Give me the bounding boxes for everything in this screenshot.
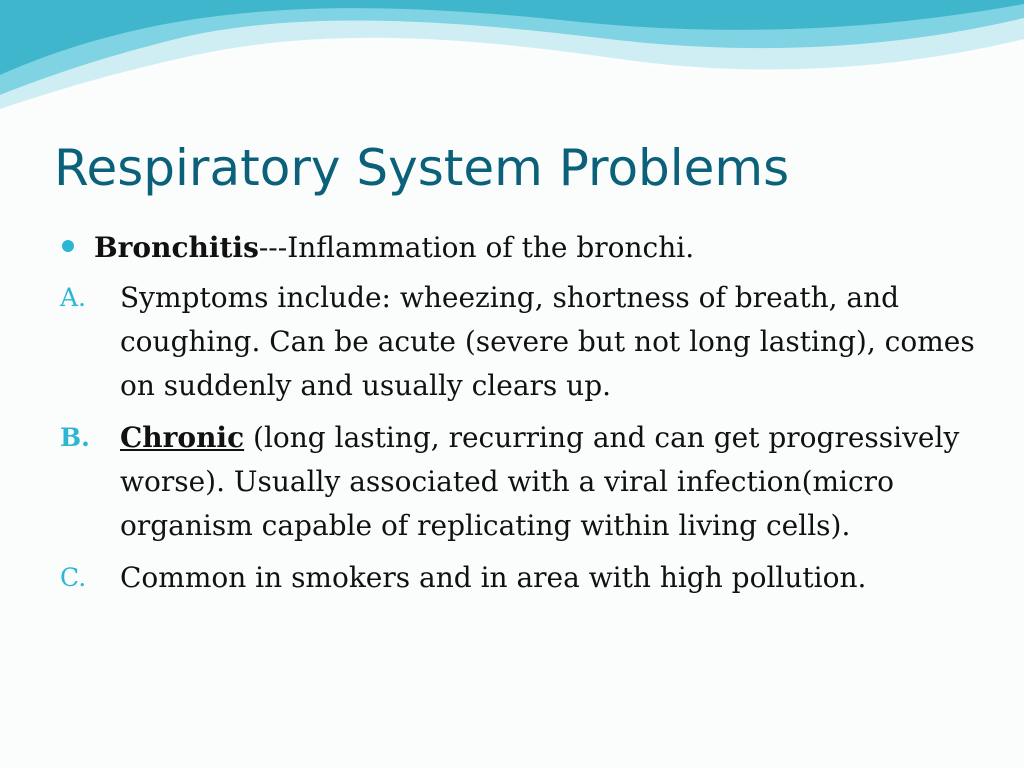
list-item-b [60,416,990,548]
slide-body [60,226,990,608]
list-item-c [60,556,990,600]
list-marker-b: B. [60,423,90,452]
slide-title: Respiratory System Problems [54,139,790,197]
term-chronic: Chronic [120,421,245,454]
term-bronchitis: Bronchitis [94,231,259,264]
list-marker-c: C. [60,563,87,592]
list-item-b-text: (long lasting, recurring and can get progressively worse). Usually associated with a viral infection(micro organism capable of replicating within living cells). [120,421,960,542]
bronchitis-definition: ---Inflammation of the bronchi. [258,231,695,264]
bullet-bronchitis [60,226,990,270]
bullet-dot-icon [62,240,74,252]
list-item-a-text: Symptoms include: wheezing, shortness of breath, and coughing. Can be acute (severe but not long lasting), comes on suddenly and usually clears up. [120,281,975,402]
list-marker-a: A. [60,283,87,312]
list-item-c-text: Common in smokers and in area with high pollution. [120,561,867,594]
list-item-a [60,276,990,408]
header-wave-decoration [0,0,1024,130]
